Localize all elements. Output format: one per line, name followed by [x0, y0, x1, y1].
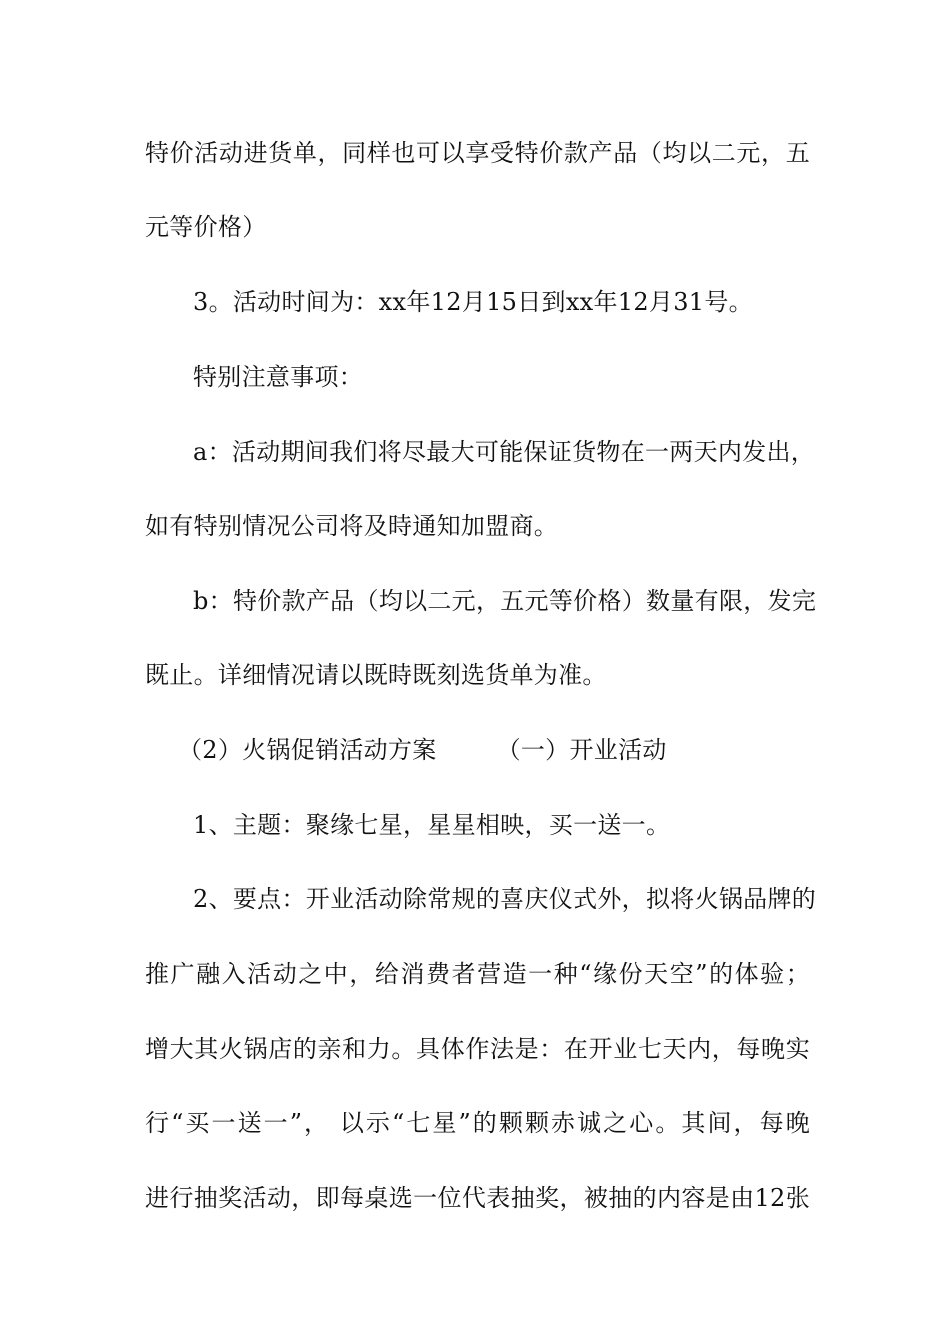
paragraph-line: 1、主题：聚缘七星，星星相映，买一送一。	[193, 811, 671, 839]
section-heading	[178, 735, 843, 765]
plan-title: （2）火锅促销活动方案	[178, 736, 437, 764]
paragraph-line: 元等价格）	[145, 213, 267, 241]
paragraph-line: 2、要点：开业活动除常规的喜庆仪式外，拟将火锅品牌的	[193, 885, 817, 913]
paragraph-line: 行“买一送一”， 以示“七星”的颗颗赤诚之心。其间，每晚	[145, 1109, 810, 1137]
paragraph-line: 进行抽奖活动，即每桌选一位代表抽奖，被抽的内容是由12张	[145, 1184, 810, 1212]
paragraph-line: b：特价款产品（均以二元，五元等价格）数量有限，发完	[193, 587, 817, 615]
paragraph-line: 3。活动时间为：xx年12月15日到xx年12月31号。	[193, 288, 753, 316]
section-heading: 特别注意事项：	[193, 363, 364, 391]
paragraph-line: 如有特别情况公司将及時通知加盟商。	[145, 512, 559, 540]
paragraph-line: 增大其火锅店的亲和力。具体作法是：在开业七天内，每晚实	[145, 1035, 810, 1063]
paragraph-line: 推广融入活动之中，给消费者营造一种“缘份天空”的体验；	[145, 960, 810, 988]
paragraph-line: 既止。详细情况请以既時既刻选货单为准。	[145, 661, 607, 689]
paragraph-line: a：活动期间我们将尽最大可能保证货物在一两天内发出，	[193, 438, 816, 466]
paragraph-line: 特价活动进货单，同样也可以享受特价款产品（均以二元，五	[145, 139, 810, 167]
subsection-title: （一）开业活动	[496, 736, 667, 764]
